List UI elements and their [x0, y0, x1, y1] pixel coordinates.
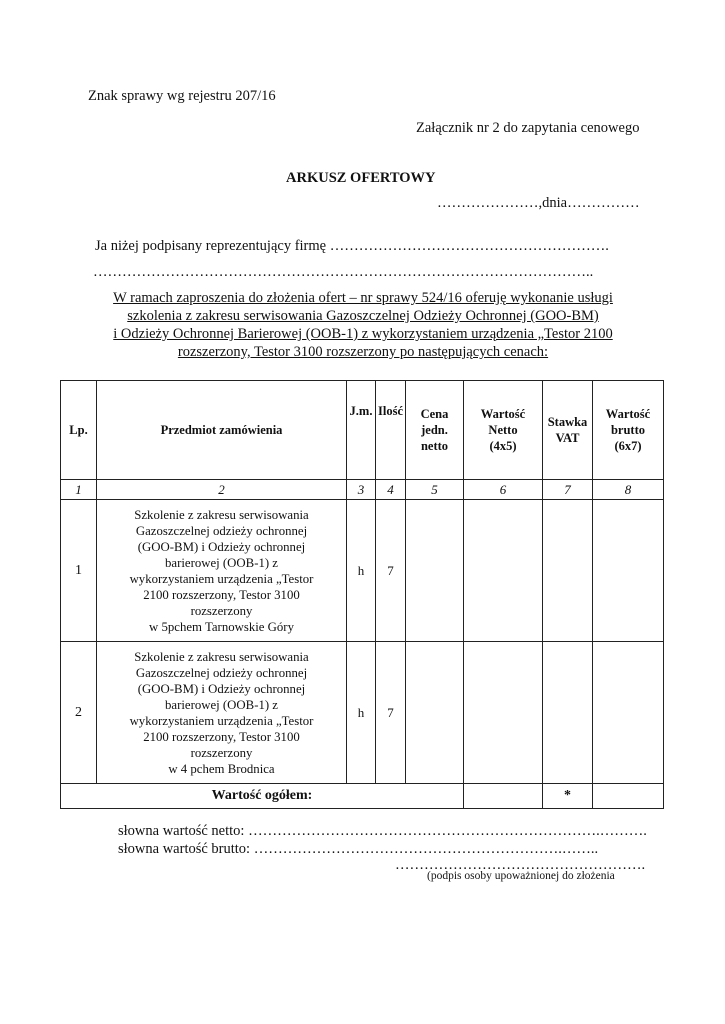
row-net-cell[interactable] — [464, 642, 543, 784]
intro-line: rozszerzony, Testor 3100 rozszerzony po następujących cenach: — [177, 344, 549, 360]
total-net-cell[interactable] — [464, 784, 543, 809]
column-number: 4 — [376, 480, 406, 500]
table-header-row — [61, 381, 664, 480]
header-item: Przedmiot zamówienia — [97, 381, 347, 480]
row-price-cell[interactable] — [406, 500, 464, 642]
attachment-label: Załącznik nr 2 do zapytania cenowego — [416, 120, 640, 136]
row-price-cell[interactable] — [406, 642, 464, 784]
row-gross-cell[interactable] — [593, 500, 664, 642]
row-net-cell[interactable] — [464, 500, 543, 642]
row-qty: 7 — [376, 642, 406, 784]
column-number: 7 — [543, 480, 593, 500]
row-description: Szkolenie z zakresu serwisowania Gazoszczelnej odzieży ochronnej (GOO-BM) i Odzieży ochronnej barierowej (OOB-1) z wykorzystaniem urządzenia „Testor 2100 rozszerzony, Testor 3100 rozszerzony w 5pchem Tarnowskie Góry — [97, 500, 347, 642]
signature-caption: (podpis osoby upoważnionej do złożenia — [427, 870, 615, 882]
document-title: ARKUSZ OFERTOWY — [286, 170, 436, 186]
total-vat-mark: * — [543, 784, 593, 809]
header-unit: J.m. — [347, 381, 376, 480]
column-number: 6 — [464, 480, 543, 500]
total-row — [61, 784, 664, 809]
row-gross-cell[interactable] — [593, 642, 664, 784]
header-gross: Wartość brutto (6x7) — [593, 381, 664, 480]
header-vat: Stawka VAT — [543, 381, 593, 480]
column-number: 8 — [593, 480, 664, 500]
gross-in-words: słowna wartość brutto: ……………………………………………………….…….. — [118, 841, 599, 857]
case-reference: Znak sprawy wg rejestru 207/16 — [88, 88, 276, 104]
total-gross-cell[interactable] — [593, 784, 664, 809]
row-vat-cell[interactable] — [543, 642, 593, 784]
total-label: Wartość ogółem: — [61, 784, 464, 809]
row-vat-cell[interactable] — [543, 500, 593, 642]
offer-table — [60, 380, 664, 809]
intro-line: i Odzieży Ochronnej Barierowej (OOB-1) z wykorzystaniem urządzenia „Testor 2100 — [113, 326, 613, 342]
header-lp: Lp. — [61, 381, 97, 480]
column-number: 2 — [97, 480, 347, 500]
column-number: 1 — [61, 480, 97, 500]
net-in-words: słowna wartość netto: ……………………………………………………………….………. — [118, 823, 647, 839]
row-lp: 1 — [61, 500, 97, 642]
table-row — [61, 642, 664, 784]
header-qty: Ilość — [376, 381, 406, 480]
declaration-line-2: ………………………………………………………………………………………….. — [93, 264, 594, 280]
intro-line: W ramach zaproszenia do złożenia ofert – nr sprawy 524/16 oferuję wykonanie usługi — [113, 290, 613, 306]
column-number-row — [61, 480, 664, 500]
date-line: …………………,dnia…………… — [437, 195, 640, 211]
header-net: Wartość Netto (4x5) — [464, 381, 543, 480]
offer-intro — [88, 289, 638, 361]
signature-line: ……………………………………………. — [395, 857, 646, 873]
row-description: Szkolenie z zakresu serwisowania Gazoszczelnej odzieży ochronnej (GOO-BM) i Odzieży ochronnej barierowej (OOB-1) z wykorzystaniem urządzenia „Testor 2100 rozszerzony, Testor 3100 rozszerzony w 4 pchem Brodnica — [97, 642, 347, 784]
row-unit: h — [347, 500, 376, 642]
row-unit: h — [347, 642, 376, 784]
row-qty: 7 — [376, 500, 406, 642]
table-row — [61, 500, 664, 642]
header-price: Cena jedn. netto — [406, 381, 464, 480]
declaration-line-1: Ja niżej podpisany reprezentujący firmę …………………………………………………. — [95, 238, 609, 254]
row-lp: 2 — [61, 642, 97, 784]
column-number: 5 — [406, 480, 464, 500]
column-number: 3 — [347, 480, 376, 500]
intro-line: szkolenia z zakresu serwisowania Gazoszczelnej Odzieży Ochronnej (GOO-BM) — [127, 308, 599, 324]
